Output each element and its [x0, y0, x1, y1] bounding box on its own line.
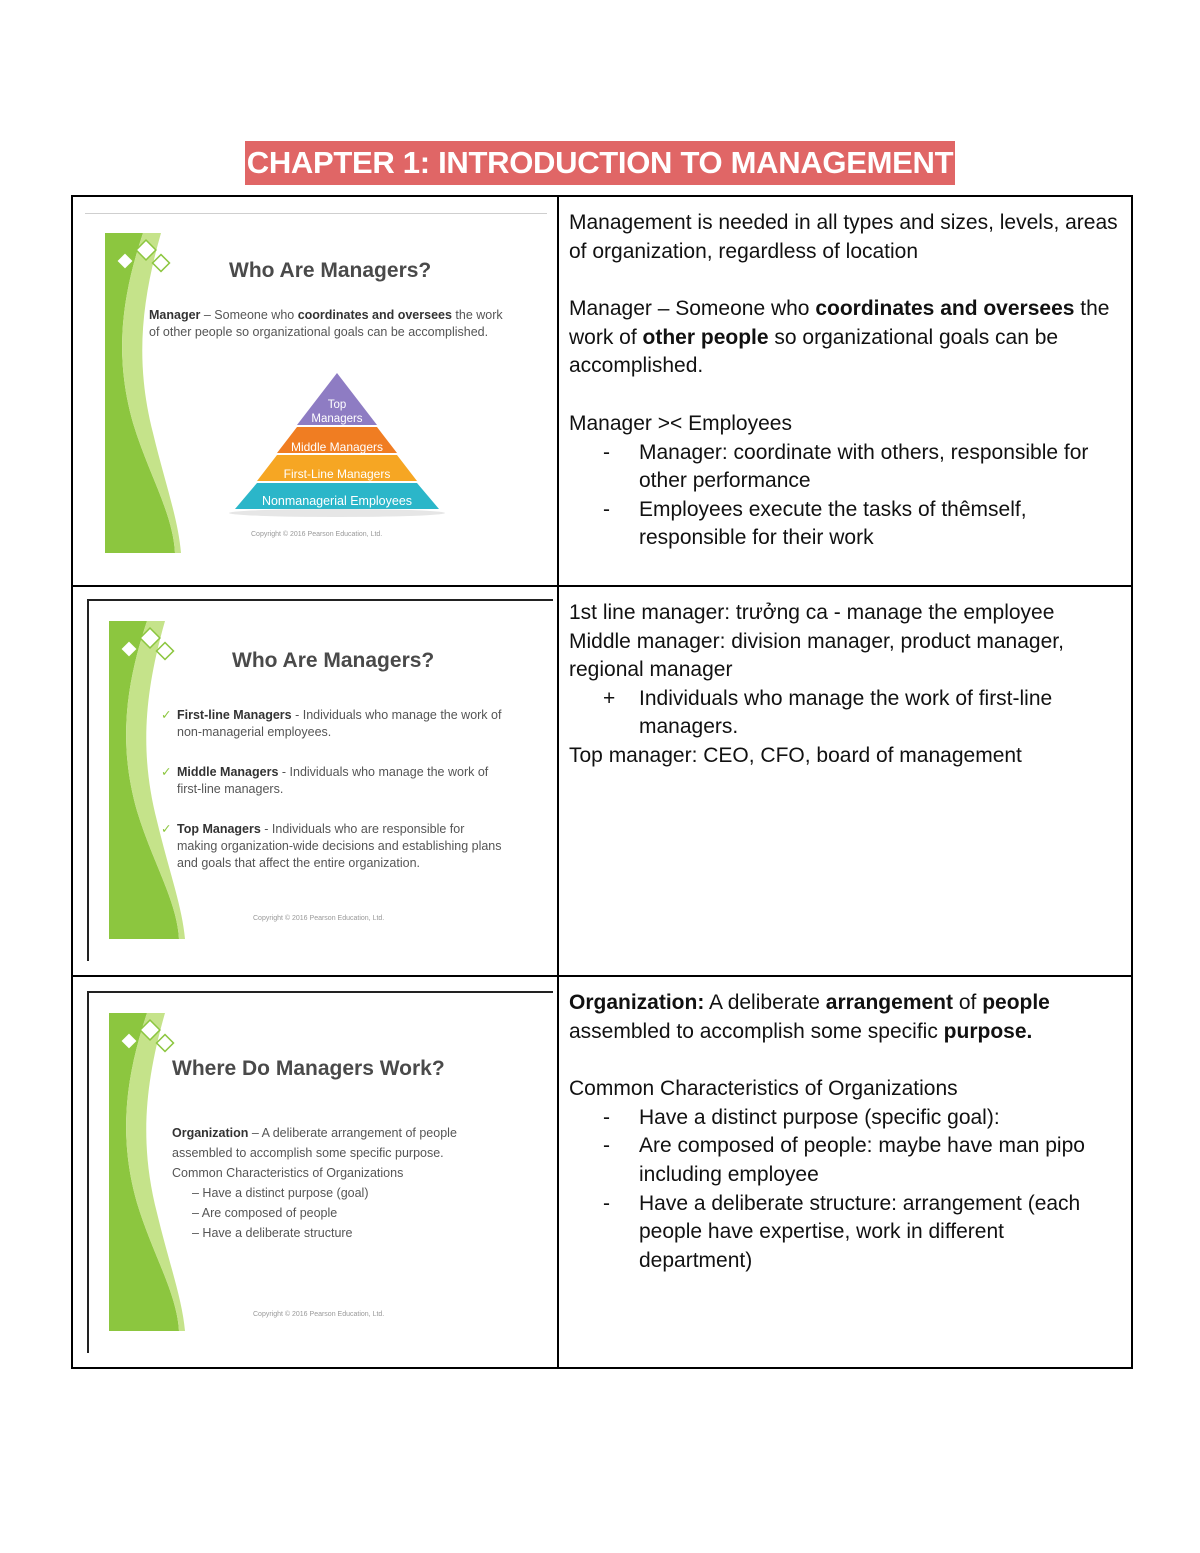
slide-item-term: First-line Managers — [177, 708, 292, 722]
slide-common-characteristics: Common Characteristics of Organizations — [172, 1166, 404, 1180]
bullet-marker: - — [603, 1105, 610, 1129]
slide-item — [161, 821, 506, 872]
notes-paragraph: Middle manager: division manager, product manager, regional manager — [569, 629, 1064, 682]
table-row — [72, 196, 1132, 586]
list-item-text: Manager: coordinate with others, responsible for other performance — [639, 440, 1089, 493]
slide-def-bold: coordinates and oversees — [297, 308, 452, 322]
slide-cell — [72, 976, 558, 1368]
pyramid-labels — [195, 398, 479, 426]
slide-definition — [149, 307, 509, 341]
notes-bold: coordinates and oversees — [815, 297, 1075, 321]
list-item — [569, 1190, 1121, 1276]
list-item-text: Are composed of people: maybe have man pipo including employee — [639, 1134, 1085, 1186]
list-item — [569, 1104, 1121, 1133]
list-item-text: Employees execute the tasks of thêmself, responsible for their work — [639, 497, 1027, 550]
pyramid-top-label-2: Managers — [311, 413, 363, 425]
list-item — [569, 1132, 1121, 1189]
list-item-text: Individuals who manage the work of first-line managers. — [639, 686, 1053, 739]
slide-title: Who Are Managers? — [229, 259, 432, 282]
slide-copyright: Copyright © 2016 Pearson Education, Ltd. — [253, 1311, 385, 1318]
slide-title: Who Are Managers? — [232, 649, 435, 672]
notes-text: assembled to accomplish some specific — [569, 1019, 944, 1043]
slide-org-term: Organization — [172, 1126, 249, 1140]
bullet-marker: - — [603, 440, 610, 464]
slide-item-term: Middle Managers — [177, 765, 279, 779]
slide-def-text2: the work of other people so organizational goals can be accomplished. — [149, 308, 503, 339]
slide-cell — [72, 586, 558, 976]
list-item — [569, 685, 1121, 742]
notes-text: Manager – Someone who — [569, 297, 816, 321]
notes-bold: other people — [642, 325, 769, 349]
bullet-marker: - — [603, 1191, 610, 1215]
list-item — [569, 496, 1121, 553]
bullet-marker: - — [603, 497, 610, 521]
notes-cell — [558, 196, 1132, 586]
slide-item-text: - Individuals who manage the work of first-line managers. — [177, 765, 489, 796]
notes-bold: arrangement — [825, 991, 953, 1014]
table-row — [72, 586, 1132, 976]
notes-text: so organizational goals can be accomplished. — [569, 325, 1059, 378]
notes-table — [71, 195, 1133, 1369]
notes-cell — [558, 586, 1132, 976]
notes-paragraph: Manager >< Employees — [569, 411, 792, 435]
notes-paragraph-definition — [569, 295, 1121, 381]
notes-text: A deliberate — [704, 991, 826, 1014]
pyramid-middle-label: Middle Managers — [290, 440, 384, 454]
pyramid-firstline-label: First-Line Managers — [283, 467, 391, 481]
check-icon: ✓ — [161, 765, 172, 779]
notes-text: the work of — [569, 297, 1110, 349]
slide-who-are-managers-2 — [73, 587, 557, 975]
slide-def-term: Manager — [149, 308, 201, 322]
notes-paragraph-definition — [569, 989, 1121, 1046]
slide-item: – Have a deliberate structure — [192, 1226, 353, 1240]
slide-top-rule — [85, 213, 547, 214]
notes-block-3 — [559, 977, 1131, 1275]
slide-item-term: Top Managers — [177, 822, 261, 836]
notes-block-1 — [559, 197, 1131, 553]
notes-paragraph: Management is needed in all types and sizes, levels, areas of organization, regardless of location — [569, 211, 1118, 263]
list-item-text: Have a deliberate structure: arrangement (each people have expertise, work in different department) — [639, 1191, 1081, 1272]
green-swoosh-decoration — [103, 233, 183, 553]
slide-item-text: - Individuals who are responsible for making organization-wide decisions and establishing plans and goals that affect the entire organization. — [177, 822, 502, 870]
notes-bold: people — [982, 991, 1050, 1014]
notes-paragraph: 1st line manager: trưởng ca - manage the employee — [569, 601, 1055, 624]
notes-paragraph: Common Characteristics of Organizations — [569, 1077, 958, 1101]
slide-org-text: – A deliberate arrangement of people assembled to accomplish some specific purpose. — [172, 1126, 457, 1160]
slide-item — [161, 707, 506, 741]
page-title: CHAPTER 1: INTRODUCTION TO MANAGEMENT — [245, 141, 956, 185]
slide-where-do-managers-work — [73, 977, 557, 1367]
notes-bold: purpose. — [943, 1019, 1033, 1043]
slide-title: Where Do Managers Work? — [172, 1057, 445, 1080]
table-row — [72, 976, 1132, 1368]
bullet-marker: - — [603, 1134, 610, 1158]
notes-cell — [558, 976, 1132, 1368]
check-icon: ✓ — [161, 822, 172, 836]
slide-org-definition — [172, 1123, 512, 1243]
pyramid-top-label: Top — [327, 399, 347, 411]
slide-item-text: - Individuals who manage the work of non-managerial employees. — [177, 708, 502, 739]
notes-text: of — [953, 991, 983, 1014]
slide-item: – Are composed of people — [192, 1206, 338, 1220]
slide-def-text: – Someone who — [200, 308, 298, 322]
slide-item: – Have a distinct purpose (goal) — [192, 1186, 369, 1200]
notes-bold: Organization: — [569, 991, 705, 1014]
slide-copyright: Copyright © 2016 Pearson Education, Ltd. — [251, 531, 383, 538]
slide-item — [161, 764, 506, 798]
notes-paragraph: Top manager: CEO, CFO, board of management — [569, 743, 1022, 767]
title-wrap — [0, 141, 1200, 185]
list-item — [569, 439, 1121, 496]
notes-block-2 — [559, 587, 1131, 771]
slide-copyright: Copyright © 2016 Pearson Education, Ltd. — [253, 915, 385, 922]
list-item-text: Have a distinct purpose (specific goal): — [639, 1105, 1000, 1129]
plus-marker: + — [603, 686, 616, 710]
slide-cell — [72, 196, 558, 586]
pyramid-base-label: Nonmanagerial Employees — [261, 494, 413, 508]
slide-who-are-managers-1 — [73, 197, 557, 585]
check-icon: ✓ — [161, 708, 172, 722]
